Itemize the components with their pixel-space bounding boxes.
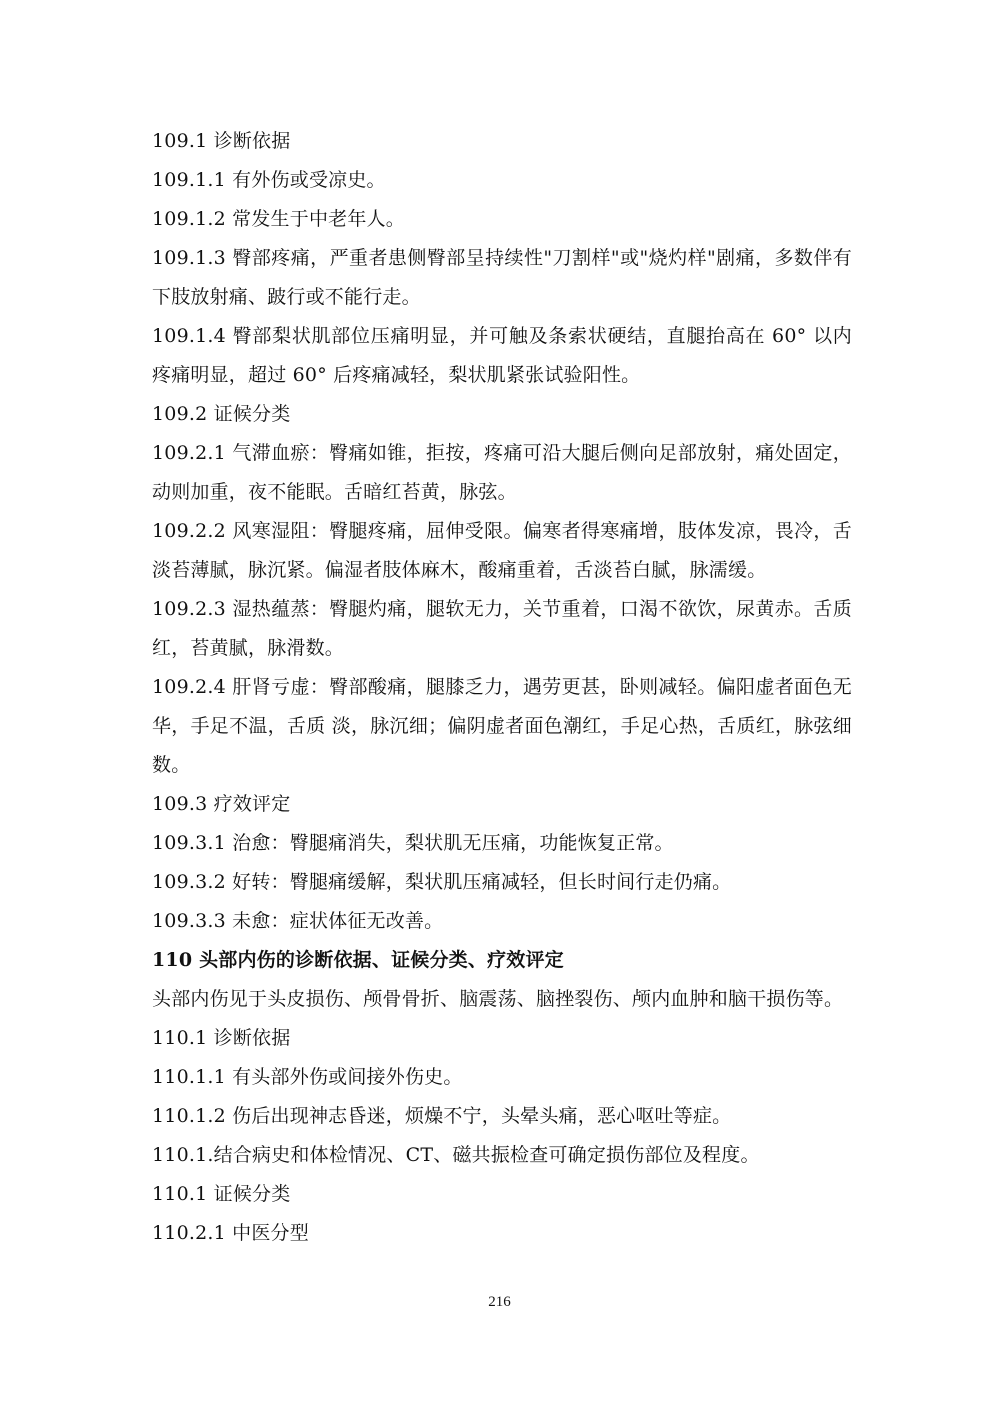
- section-heading-110-1: 110.1 诊断依据: [152, 1027, 291, 1049]
- item-110-1-3: 110.1.结合病史和体检情况、CT、磁共振检查可确定损伤部位及程度。: [152, 1144, 760, 1166]
- section-heading-110-2: 110.1 证候分类: [152, 1183, 291, 1205]
- section-heading-109-2: 109.2 证候分类: [152, 403, 291, 425]
- item-109-1-1: 109.1.1 有外伤或受凉史。: [152, 169, 386, 191]
- item-109-3-3: 109.3.3 未愈：症状体征无改善。: [152, 910, 444, 932]
- item-109-1-3: 109.1.3 臀部疼痛，严重者患侧臀部呈持续性"刀割样"或"烧灼样"剧痛，多数伴有下肢放射痛、跛行或不能行走。: [152, 247, 852, 308]
- item-109-1-4: 109.1.4 臀部梨状肌部位压痛明显，并可触及条索状硬结，直腿抬高在 60° 以内疼痛明显，超过 60° 后疼痛减轻，梨状肌紧张试验阳性。: [152, 325, 852, 386]
- section-heading-109-3: 109.3 疗效评定: [152, 793, 291, 815]
- item-109-2-2: 109.2.2 风寒湿阻：臀腿疼痛，屈伸受限。偏寒者得寒痛增，肢体发凉，畏冷，舌淡苔薄腻，脉沉紧。偏湿者肢体麻木，酸痛重着，舌淡苔白腻，脉濡缓。: [152, 520, 852, 581]
- page-number: 216: [488, 1294, 511, 1310]
- section-heading-109-1: 109.1 诊断依据: [152, 130, 291, 152]
- item-109-1-2: 109.1.2 常发生于中老年人。: [152, 208, 405, 230]
- item-110-1-2: 110.1.2 伤后出现神志昏迷，烦燥不宁，头晕头痛，恶心呕吐等症。: [152, 1105, 732, 1127]
- item-109-3-2: 109.3.2 好转：臀腿痛缓解，梨状肌压痛减轻，但长时间行走仍痛。: [152, 871, 732, 893]
- item-109-2-4: 109.2.4 肝肾亏虚：臀部酸痛，腿膝乏力，遇劳更甚，卧则减轻。偏阳虚者面色无华，手足不温，舌质 淡，脉沉细；偏阴虚者面色潮红，手足心热，舌质红，脉弦细数。: [152, 676, 852, 776]
- chapter-heading-110: 110 头部内伤的诊断依据、证候分类、疗效评定: [152, 949, 564, 971]
- item-109-2-1: 109.2.1 气滞血瘀：臀痛如锥，拒按，疼痛可沿大腿后侧向足部放射，痛处固定，动则加重，夜不能眠。舌暗红苔黄，脉弦。: [152, 442, 852, 503]
- intro-110: 头部内伤见于头皮损伤、颅骨骨折、脑震荡、脑挫裂伤、颅内血肿和脑干损伤等。: [152, 988, 844, 1010]
- item-109-3-1: 109.3.1 治愈：臀腿痛消失，梨状肌无压痛，功能恢复正常。: [152, 832, 674, 854]
- item-110-1-1: 110.1.1 有头部外伤或间接外伤史。: [152, 1066, 463, 1088]
- item-110-2-1: 110.2.1 中医分型: [152, 1222, 309, 1244]
- document-body: [152, 122, 852, 1253]
- item-109-2-3: 109.2.3 湿热蕴蒸：臀腿灼痛，腿软无力，关节重着，口渴不欲饮，尿黄赤。舌质红，苔黄腻，脉滑数。: [152, 598, 852, 659]
